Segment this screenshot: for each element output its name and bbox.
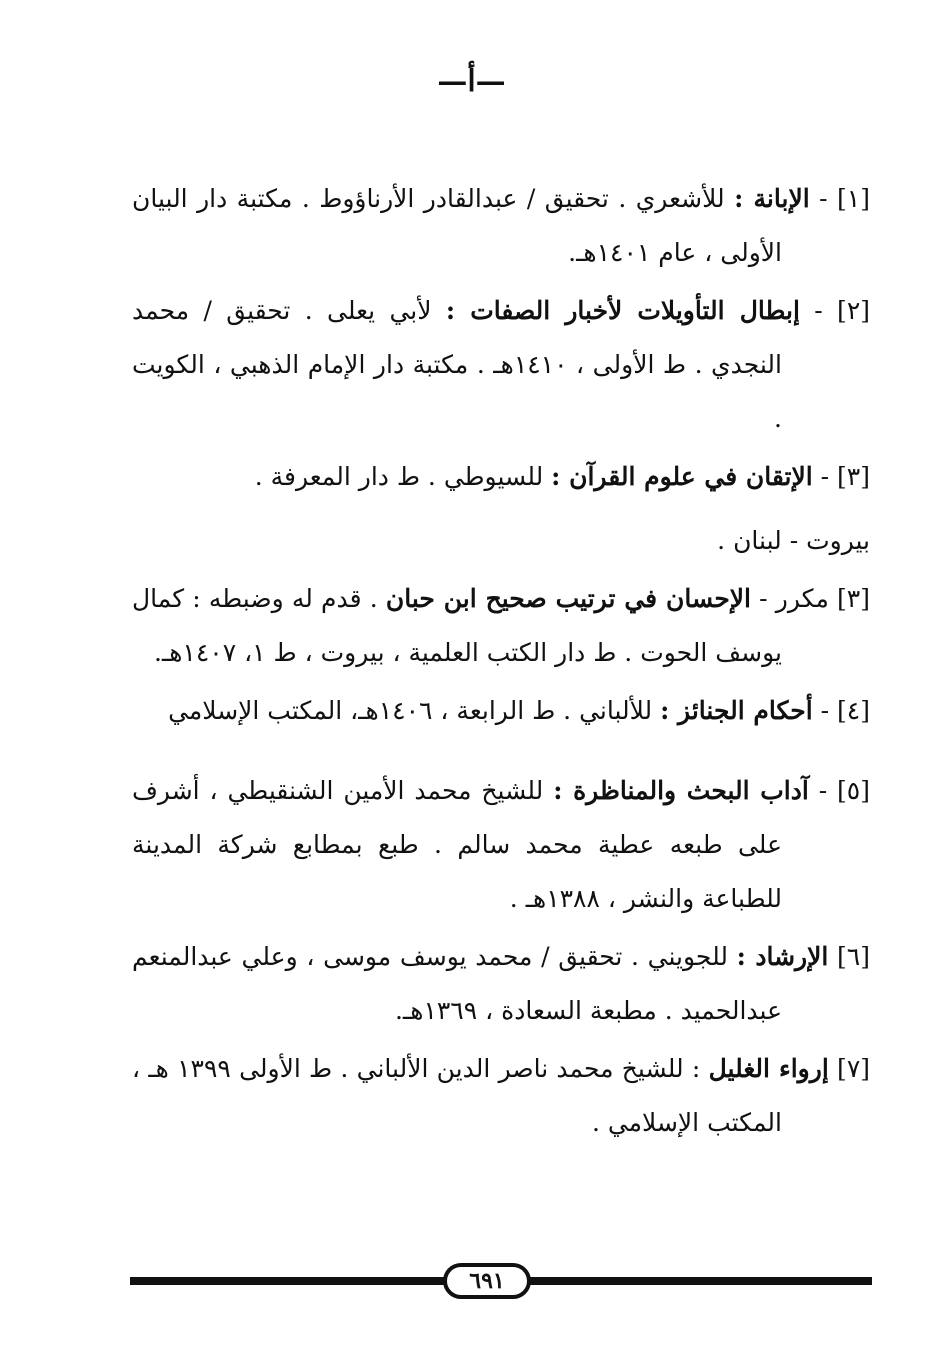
entry-number: [١] - <box>819 184 870 213</box>
entry-number: [٥] - <box>818 776 870 805</box>
entry-title: آداب البحث والمناظرة : <box>553 776 809 805</box>
entry-title: الإتقان في علوم القرآن : <box>551 462 813 491</box>
entry-title: الإرشاد : <box>736 942 829 971</box>
reference-entry-3-repeat <box>132 572 870 680</box>
entry-title: إرواء الغليل <box>708 1054 829 1083</box>
entry-number: [٧] <box>837 1054 871 1083</box>
reference-entry-6 <box>132 930 870 1038</box>
entry-text: بيروت - لبنان . <box>717 526 870 555</box>
entry-title: الإبانة : <box>734 184 810 213</box>
reference-entry-3-continuation <box>132 514 870 568</box>
page-number-badge: ٦٩١ <box>443 1263 531 1299</box>
entry-text: للسيوطي . ط دار المعرفة . <box>254 462 544 491</box>
reference-entry-5 <box>132 764 870 926</box>
reference-entry-1 <box>132 172 870 280</box>
reference-list <box>132 172 870 1154</box>
entry-number: [٢] - <box>814 296 871 325</box>
entry-title: الإحسان في ترتيب صحيح ابن حبان <box>385 584 751 613</box>
entry-text: : للشيخ محمد ناصر الدين الألباني . ط الأولى ١٣٩٩ هـ ، المكتب الإسلامي . <box>132 1054 782 1137</box>
entry-text: للشيخ محمد الأمين الشنقيطي ، أشرف على طبعه عطية محمد سالم . طبع بمطابع شركة المدينة للطباعة والنشر ، ١٣٨٨هـ . <box>132 776 782 913</box>
reference-entry-3 <box>132 450 870 504</box>
entry-number: [٣] مكرر - <box>759 584 870 613</box>
reference-entry-2 <box>132 284 870 446</box>
entry-text: للأشعري . تحقيق / عبدالقادر الأرناؤوط . مكتبة دار البيان الأولى ، عام ١٤٠١هـ. <box>132 184 782 267</box>
entry-text: للألباني . ط الرابعة ، ١٤٠٦هـ، المكتب الإسلامي <box>168 696 653 725</box>
entry-title: أحكام الجنائز : <box>660 696 813 725</box>
reference-entry-4 <box>132 684 870 738</box>
entry-number: [٣] - <box>820 462 870 491</box>
entry-title: إبطال التأويلات لأخبار الصفات : <box>445 296 800 325</box>
entry-text: لأبي يعلى . تحقيق / محمد النجدي . ط الأولى ، ١٤١٠هـ . مكتبة دار الإمام الذهبي ، الكويت . <box>132 296 782 433</box>
reference-entry-7 <box>132 1042 870 1150</box>
entry-text: . قدم له وضبطه : كمال يوسف الحوت . ط دار الكتب العلمية ، بيروت ، ط ١، ١٤٠٧هـ. <box>132 584 782 667</box>
section-letter-heading: —أ— <box>437 64 506 99</box>
entry-number: [٤] - <box>820 696 870 725</box>
entry-number: [٦] <box>837 942 870 971</box>
entry-text: للجويني . تحقيق / محمد يوسف موسى ، وعلي عبدالمنعم عبدالحميد . مطبعة السعادة ، ١٣٦٩هـ. <box>132 942 782 1025</box>
